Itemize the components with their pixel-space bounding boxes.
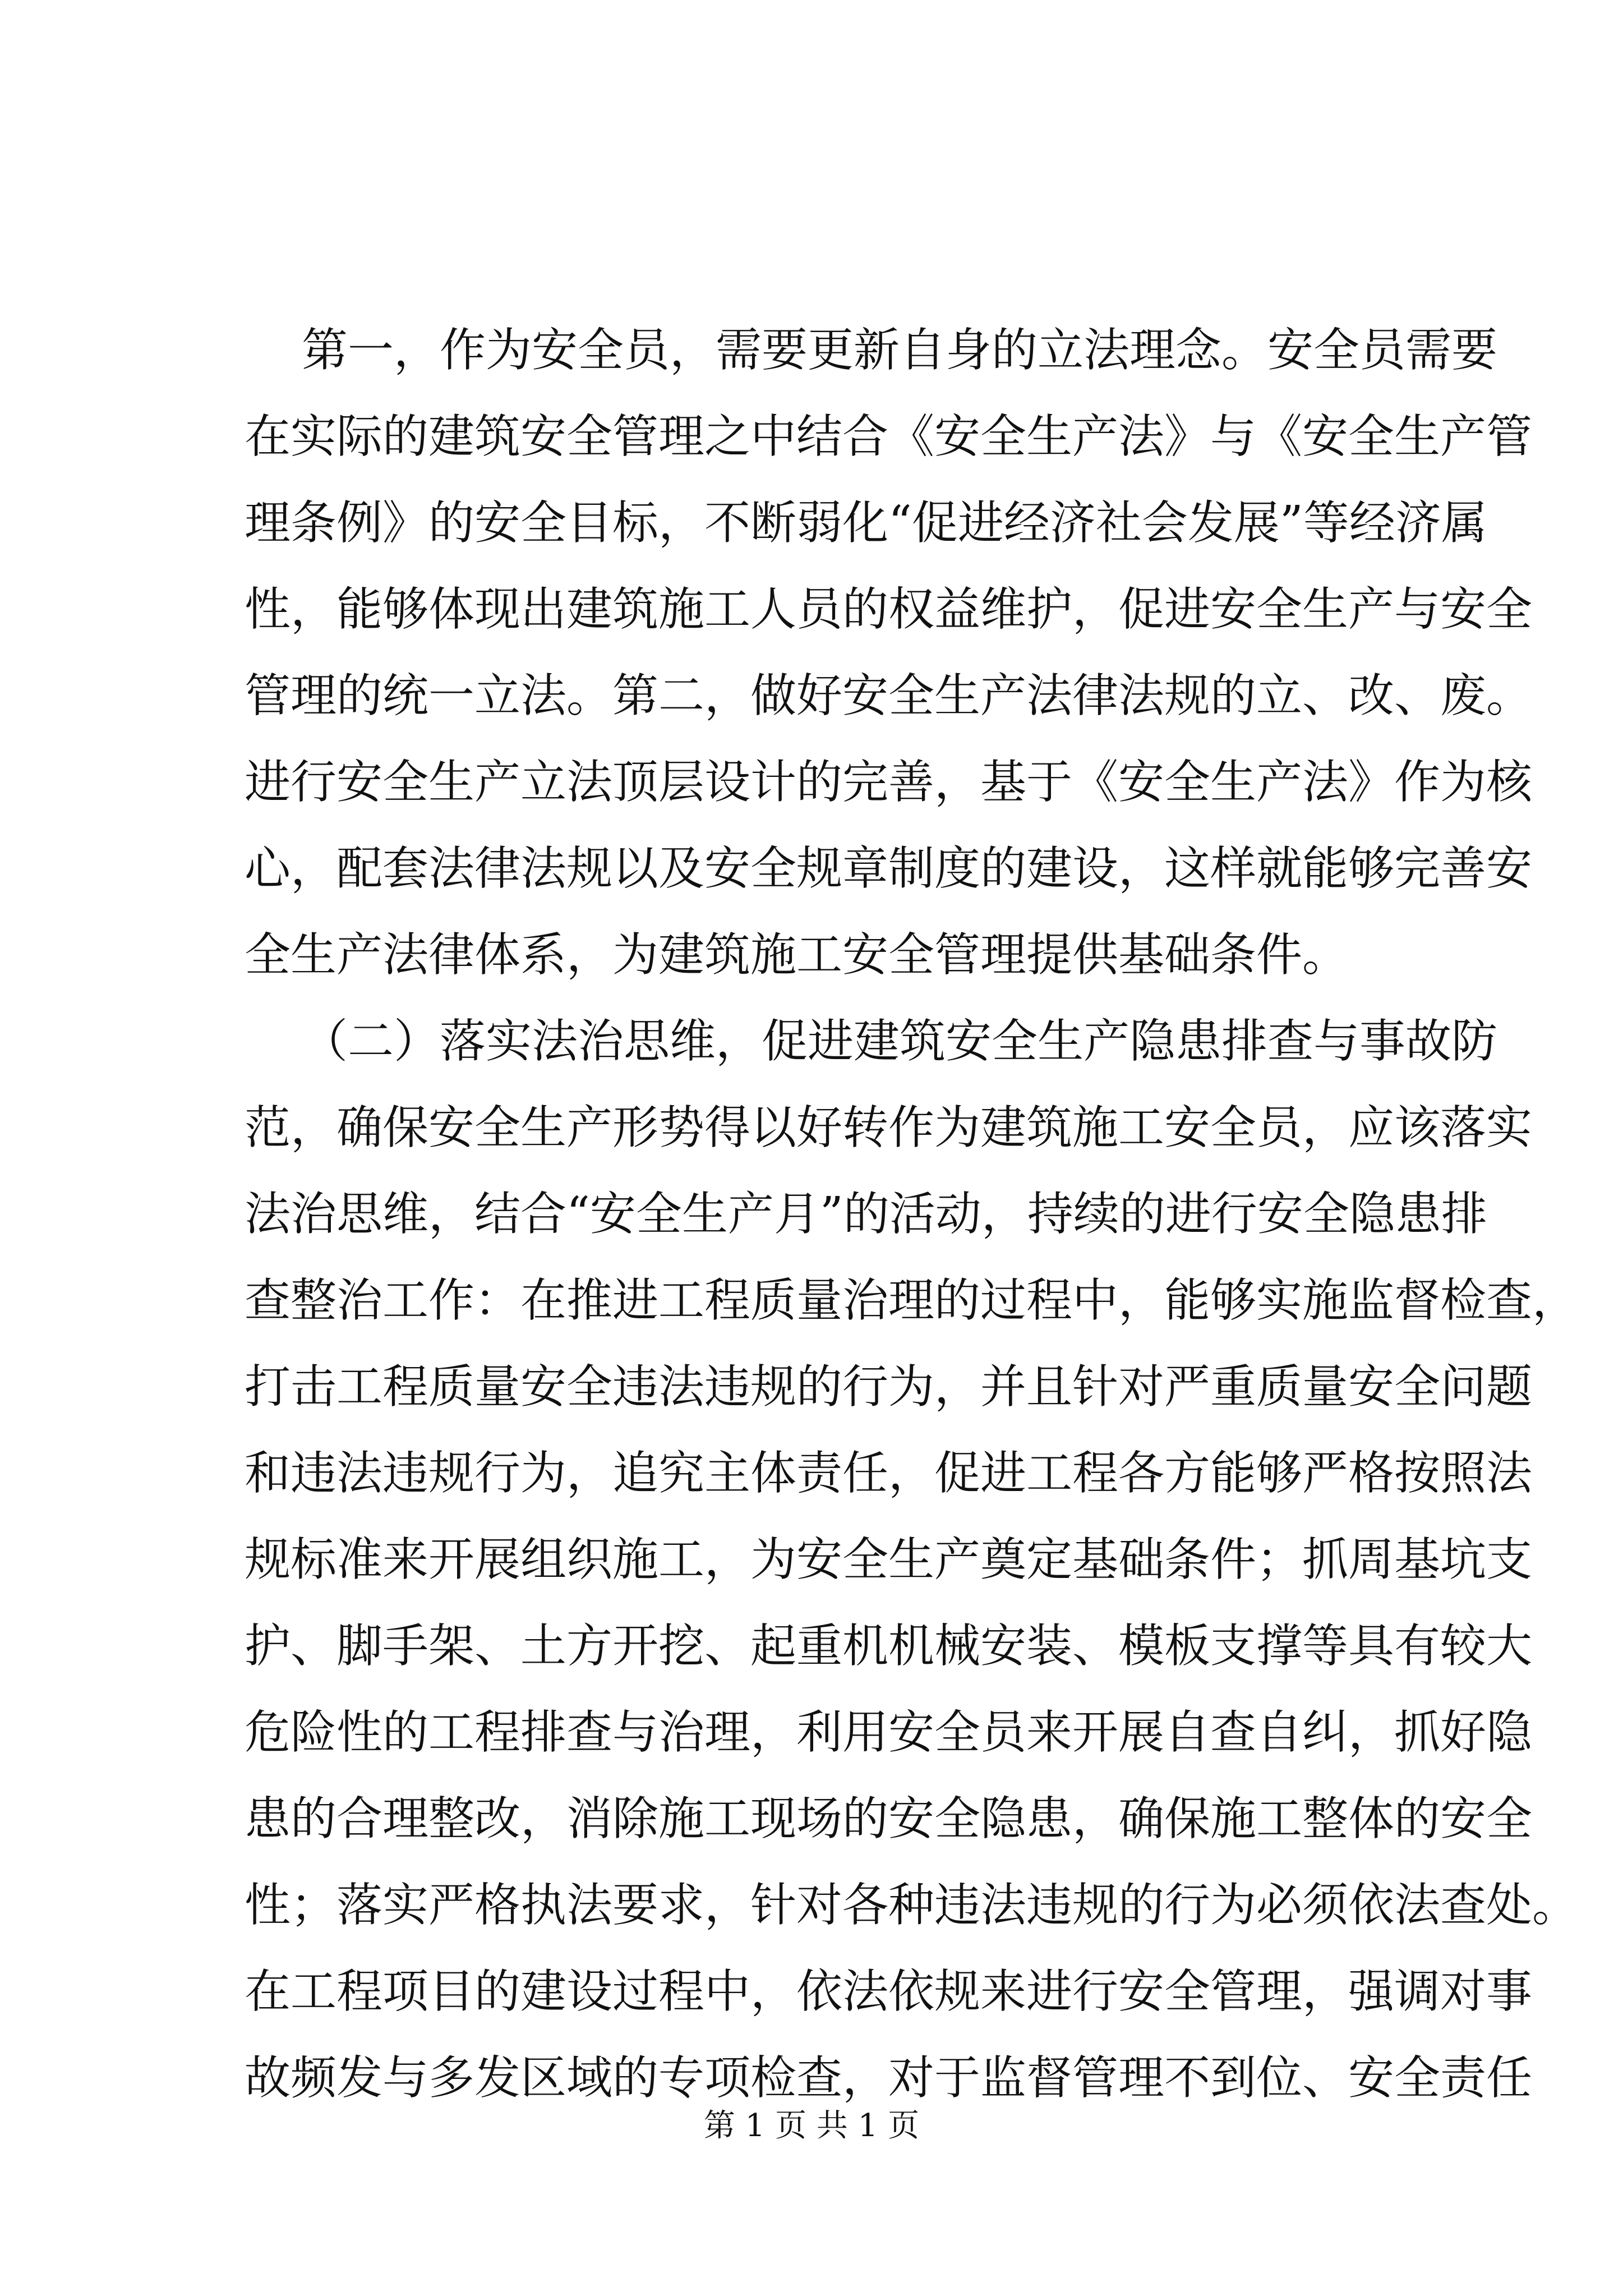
paragraph-line: 理条例》的安全目标，不断弱化“促进经济社会发展”等经济属 bbox=[245, 496, 1487, 550]
paragraph-line: 全生产法律体系，为建筑施工安全管理提供基础条件。 bbox=[245, 928, 1349, 982]
paragraph-line: 和违法违规行为，追究主体责任，促进工程各方能够严格按照法 bbox=[245, 1447, 1533, 1500]
paragraph-line: 性，能够体现出建筑施工人员的权益维护，促进安全生产与安全 bbox=[245, 583, 1533, 636]
paragraph-line: 在实际的建筑安全管理之中结合《安全生产法》与《安全生产管 bbox=[245, 410, 1533, 463]
paragraph-line: 第一，作为安全员，需要更新自身的立法理念。安全员需要 bbox=[302, 324, 1498, 377]
paragraph-line: 范，确保安全生产形势得以好转作为建筑施工安全员，应该落实 bbox=[245, 1101, 1533, 1154]
paragraph-line: 进行安全生产立法顶层设计的完善，基于《安全生产法》作为核 bbox=[245, 756, 1533, 809]
paragraph-line: 性；落实严格执法要求，针对各种违法违规的行为必须依法查处。 bbox=[245, 1879, 1579, 1932]
paragraph-line: 规标准来开展组织施工，为安全生产奠定基础条件；抓周基坑支 bbox=[245, 1533, 1533, 1586]
paragraph-line: 打击工程质量安全违法违规的行为，并且针对严重质量安全问题 bbox=[245, 1360, 1533, 1414]
paragraph-line: 危险性的工程排查与治理，利用安全员来开展自查自纠，抓好隐 bbox=[245, 1706, 1533, 1759]
paragraph-line: 查整治工作：在推进工程质量治理的过程中，能够实施监督检查， bbox=[245, 1274, 1579, 1327]
paragraph-line: 心，配套法律法规以及安全规章制度的建设，这样就能够完善安 bbox=[245, 842, 1533, 895]
paragraph-line: 在工程项目的建设过程中，依法依规来进行安全管理，强调对事 bbox=[245, 1965, 1533, 2018]
paragraph-line: 管理的统一立法。第二，做好安全生产法律法规的立、改、废。 bbox=[245, 669, 1533, 723]
paragraph-line: 患的合理整改，消除施工现场的安全隐患，确保施工整体的安全 bbox=[245, 1792, 1533, 1846]
paragraph-line: （二）落实法治思维，促进建筑安全生产隐患排查与事故防 bbox=[302, 1015, 1498, 1068]
paragraph-line: 护、脚手架、土方开挖、起重机机械安装、模板支撑等具有较大 bbox=[245, 1619, 1533, 1673]
document-body bbox=[245, 307, 1579, 2122]
paragraph-line: 故频发与多发区域的专项检查，对于监督管理不到位、安全责任 bbox=[245, 2051, 1533, 2105]
page-number-footer: 第 1 页 共 1 页 bbox=[703, 2108, 920, 2144]
paragraph-line: 法治思维，结合“安全生产月”的活动，持续的进行安全隐患排 bbox=[245, 1188, 1487, 1241]
